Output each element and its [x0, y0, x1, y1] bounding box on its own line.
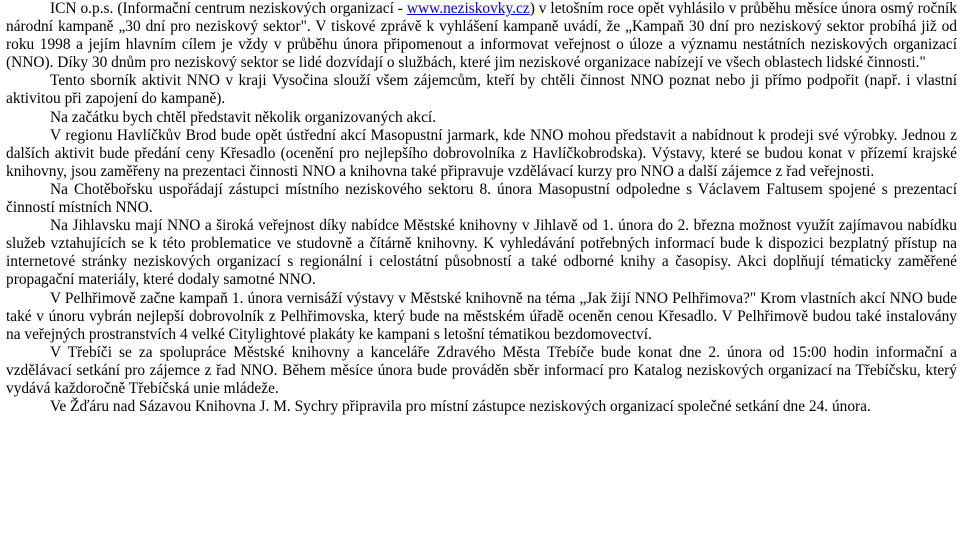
- paragraph-intro: [6, 0, 957, 72]
- paragraph-sbornik: Tento sborník aktivit NNO v kraji Vysočina slouží všem zájemcům, kteří by chtěli činnost NNO poznat nebo ji přímo podpořit (např. i vlastní aktivitou při zapojení do kampaně).: [6, 72, 957, 108]
- document-body: [6, 0, 957, 416]
- paragraph-akce: Na začátku bych chtěl představit několik organizovaných akcí.: [50, 108, 437, 126]
- paragraph-pelhrimov: V Pelhřimově začne kampaň 1. února vernisáží výstavy v Městské knihovně na téma „Jak žijí NNO Pelhřimova?" Krom vlastních akcí NNO bude také v únoru vybrán nejlepší dobrovolník z Pelhřimovska, který bude na městském úřadě oceněn cenou Křesadlo. V Pelhřimově budou také instalovány na veřejných prostranstvích 4 velké Citylightové plakáty ke kampani s letošní tématikou bezdomovectví.: [6, 289, 957, 343]
- paragraph-jihlava: Na Jihlavsku mají NNO a široká veřejnost díky nabídce Městské knihovny v Jihlavě od 1. února do 2. března možnost využít zajímavou nabídku služeb vztahujících se k této problematice ve studovně a čítárně knihovny. K vyhledávání potřebných informací bude k dispozici bezplatný přístup na internetové stránky neziskových organizací s regionální i celostátní působností a také odborné knihy a časopisy. Akci doplňují tématicky zaměřené propagační materiály, které dodaly samotné NNO.: [6, 217, 957, 289]
- intro-text-after: ) v letošním roce opět vyhlásilo v průběhu měsíce února osmý ročník národní kampaně „30 dní pro neziskový sektor". V tiskové zprávě k vyhlášení kampaně uvádí, že „Kampaň 30 dní pro neziskový sektor probíhá již od roku 1998 a jejím hlavním cílem je vždy v průběhu února připomenout a informovat veřejnost o úloze a významu nestátních neziskových organizací (NNO). Díky 30 dnům pro neziskový sektor se lidé dozvídají o službách, které jim neziskové organizace nabízejí ve všech oblastech lidské činnosti.": [6, 0, 957, 72]
- paragraph-zdar: Ve Žďáru nad Sázavou Knihovna J. M. Sychry připravila pro místní zástupce neziskových organizací společné setkání dne 24. února.: [50, 398, 871, 416]
- paragraph-havlickuv-brod: V regionu Havlíčkův Brod bude opět ústřední akcí Masopustní jarmark, kde NNO mohou představit a nabídnout k prodeji své výrobky. Jednou z dalších aktivit bude předání ceny Křesadlo (ocenění pro nejlepšího dobrovolníka z Havlíčkobrodska). Výstavy, které se budou konat v přízemí krajské knihovny, jsou zaměřeny na prezentaci činnosti NNO a knihovna také připravuje vzdělávací kurzy pro NNO a další zájemce z řad veřejnosti.: [6, 126, 957, 180]
- paragraph-chotebor: Na Chotěbořsku uspořádají zástupci místního neziskového sektoru 8. února Masopustní odpoledne s Václavem Faltusem spojené s prezentací činností místních NNO.: [6, 180, 957, 217]
- neziskovky-link[interactable]: www.neziskovky.cz: [406, 0, 530, 17]
- intro-text-before: ICN o.p.s. (Informační centrum neziskových organizací -: [50, 0, 407, 17]
- paragraph-trebic: V Třebíči se za spolupráce Městské knihovny a kanceláře Zdravého Města Třebíče bude konat dne 2. února od 15:00 hodin informační a vzdělávací setkání pro zájemce z řad NNO. Během měsíce února bude prováděn sběr informací pro Katalog neziskových organizací na Třebíčsku, který vydává každoročně Třebíčská unie mládeže.: [6, 343, 957, 397]
